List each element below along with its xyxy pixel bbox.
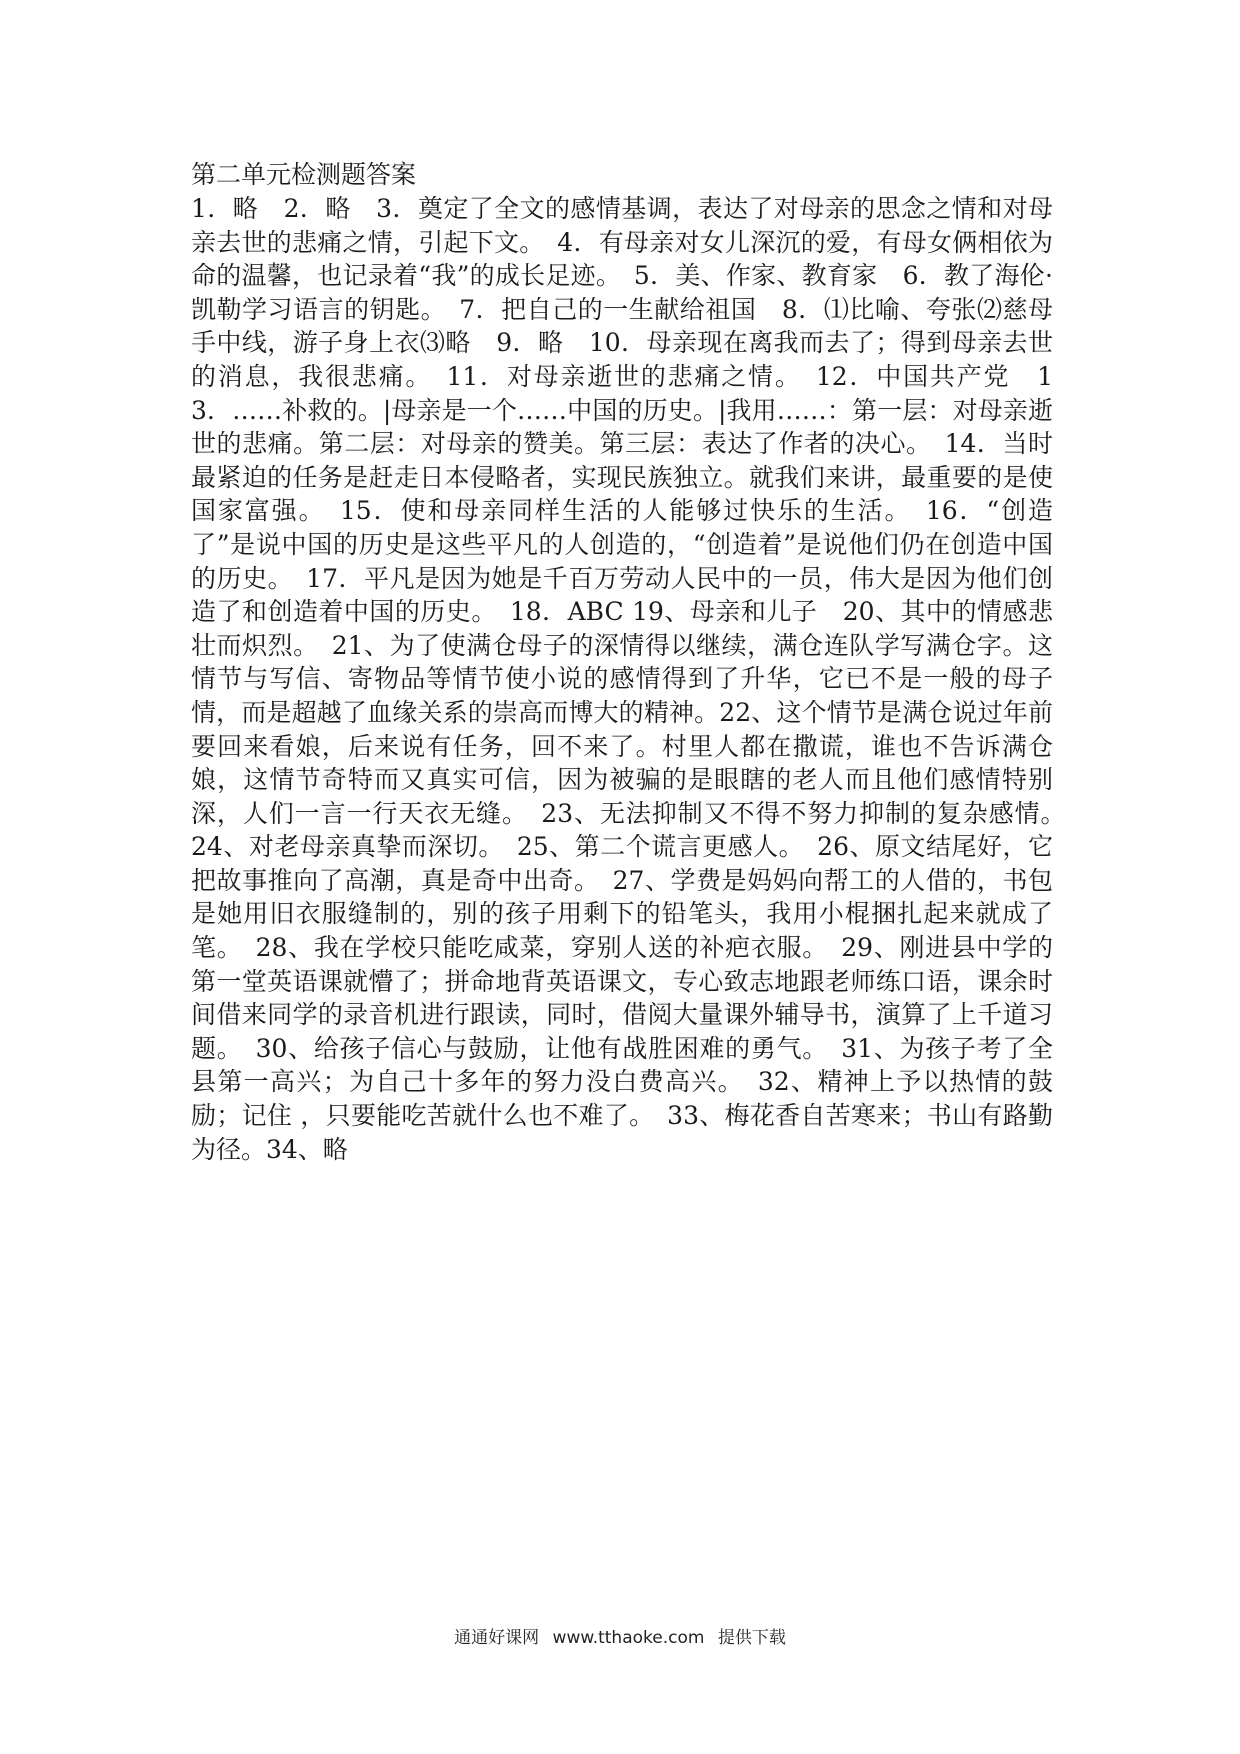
answer-sheet: [191, 158, 1079, 1166]
footer-url[interactable]: www.tthaoke.com: [552, 1628, 705, 1648]
footer: [0, 1626, 1240, 1650]
footer-site-name: 通通好课网: [454, 1628, 540, 1648]
page-title: 第二单元检测题答案: [191, 160, 417, 189]
answer-body: 1．略 2．略 3．奠定了全文的感情基调，表达了对母亲的思念之情和对母亲去世的悲痛之情，引起下文。 4．有母亲对女儿深沉的爱，有母女俩相依为命的温馨，也记录着“我”的成长足迹。 5．美、作家、教育家 6．教了海伦·凯勒学习语言的钥匙。 7．把自己的一生献给祖国 8．⑴比喻、夸张⑵慈母手中线，游子身上衣⑶略 9．略 10．母亲现在离我而去了；得到母亲去世的消息，我很悲痛。 11．对母亲逝世的悲痛之情。 12．中国共产党 13．……补救的。|母亲是一个……中国的历史。|我用……：第一层：对母亲逝世的悲痛。第二层：对母亲的赞美。第三层：表达了作者的决心。 14．当时最紧迫的任务是赶走日本侵略者，实现民族独立。就我们来讲，最重要的是使国家富强。 15．使和母亲同样生活的人能够过快乐的生活。 16．“创造了”是说中国的历史是这些平凡的人创造的，“创造着”是说他们仍在创造中国的历史。 17．平凡是因为她是千百万劳动人民中的一员，伟大是因为他们创造了和创造着中国的历史。 18．ABC 19、母亲和儿子 20、其中的情感悲壮而炽烈。 21、为了使满仓母子的深情得以继续，满仓连队学写满仓字。这情节与写信、寄物品等情节使小说的感情得到了升华，它已不是一般的母子情，而是超越了血缘关系的崇高而博大的精神。22、这个情节是满仓说过年前要回来看娘，后来说有任务，回不来了。村里人都在撒谎，谁也不告诉满仓娘，这情节奇特而又真实可信，因为被骗的是眼瞎的老人而且他们感情特别深，人们一言一行天衣无缝。 23、无法抑制又不得不努力抑制的复杂感情。 24、对老母亲真挚而深切。 25、第二个谎言更感人。 26、原文结尾好，它把故事推向了高潮，真是奇中出奇。 27、学费是妈妈向帮工的人借的，书包是她用旧衣服缝制的，别的孩子用剩下的铅笔头，我用小棍捆扎起来就成了笔。 28、我在学校只能吃咸菜，穿别人送的补疤衣服。 29、刚进县中学的第一堂英语课就懵了；拼命地背英语课文，专心致志地跟老师练口语，课余时间借来同学的录音机进行跟读，同时，借阅大量课外辅导书，演算了上千道习题。 30、给孩子信心与鼓励，让他有战胜困难的勇气。 31、为孩子考了全县第一高兴；为自己十多年的努力没白费高兴。 32、精神上予以热情的鼓励；记住 ，只要能吃苦就什么也不难了。 33、梅花香自苦寒来；书山有路勤为径。34、略: [191, 194, 1079, 1164]
footer-suffix: 提供下载: [717, 1628, 786, 1648]
